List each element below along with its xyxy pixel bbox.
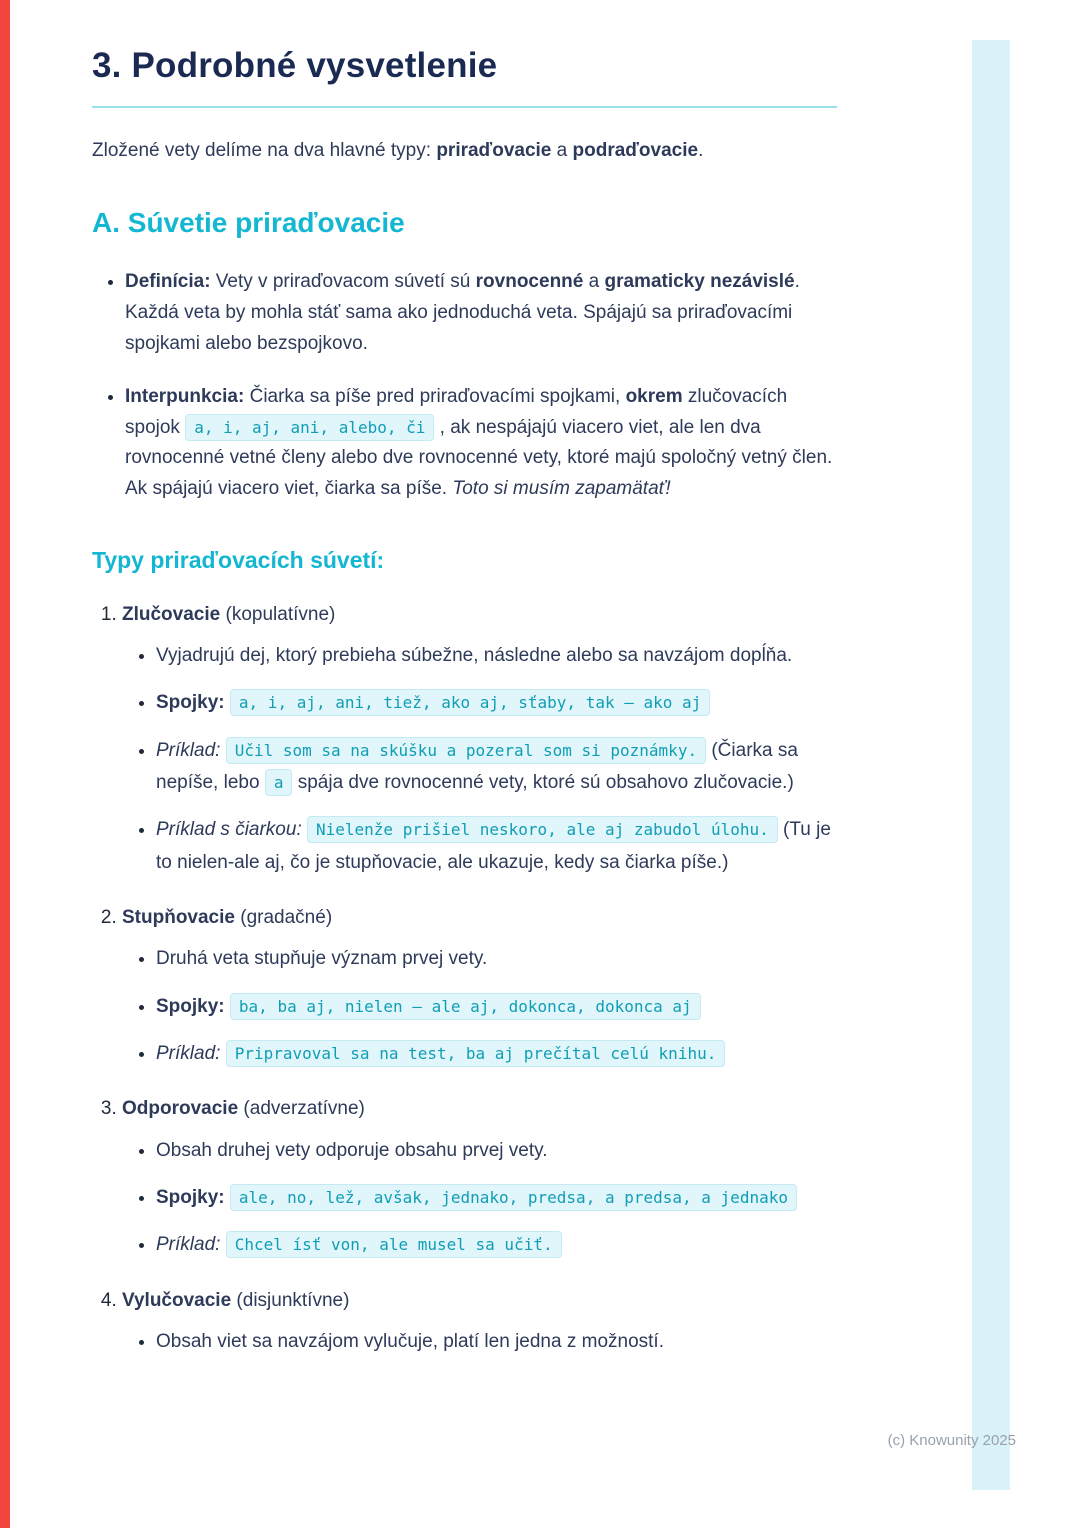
type-bullet-spojky: • Spojky: ba, ba aj, nielen – ale aj, dokonca, dokonca aj	[156, 991, 837, 1023]
type-item-vylucovacie	[122, 1286, 837, 1359]
document-content	[92, 46, 837, 1382]
type-bullet: • Obsah viet sa navzájom vylučuje, platí len jedna z možností.	[156, 1326, 837, 1358]
type-bullets	[122, 1135, 837, 1262]
type-bullet-priklad: • Príklad: Učil som sa na skúšku a pozeral som si poznámky. (Čiarka sa nepíše, lebo a spája dve rovnocenné vety, ktoré sú obsahovo zlučovacie.)	[156, 735, 837, 800]
types-list	[92, 600, 837, 1358]
type-item-zlucovacie	[122, 600, 837, 879]
type-bullets	[122, 943, 837, 1070]
left-red-stripe	[0, 0, 10, 1528]
title-underline	[92, 106, 837, 108]
type-title: Stupňovacie (gradačné)	[122, 906, 333, 928]
type-bullet: • Druhá veta stupňuje význam prvej vety.	[156, 943, 837, 975]
types-heading: Typy priraďovacích súvetí:	[92, 546, 385, 573]
type-title: Odporovacie (adverzatívne)	[122, 1098, 365, 1120]
type-bullet-priklad: • Príklad: Pripravoval sa na test, ba aj prečítal celú knihu.	[156, 1038, 837, 1070]
interpunkcia-bullet: • Interpunkcia: Čiarka sa píše pred priraďovacími spojkami, okrem zlučovacích spojok a, i, aj, ani, alebo, či , ak nespájajú viacero viet, ale len dva rovnocenné vetné členy alebo dve rovnocenné vety, ktoré majú spoločný vetný člen. Ak spájajú viacero viet, čiarka sa píše. Toto si musím zapamätať!	[125, 382, 837, 505]
copyright-footer: (c) Knowunity 2025	[887, 1432, 1016, 1449]
definicia-bullet: • Definícia: Vety v priraďovacom súvetí sú rovnocenné a gramaticky nezávislé. Každá veta by mohla stáť sama ako jednoduchá veta. Spájajú sa priraďovacími spojkami alebo bezspojkovo.	[125, 267, 837, 359]
type-bullet: • Vyjadrujú dej, ktorý prebieha súbežne, následne alebo sa navzájom dopĺňa.	[156, 640, 837, 672]
type-title: Vylučovacie (disjunktívne)	[122, 1289, 350, 1311]
type-bullet-spojky: • Spojky: a, i, aj, ani, tiež, ako aj, sťaby, tak – ako aj	[156, 687, 837, 719]
section-a-list	[92, 267, 837, 504]
type-bullets	[122, 1326, 837, 1358]
type-bullet-priklad-s-ciarkou: • Príklad s čiarkou: Nielenže prišiel neskoro, ale aj zabudol úlohu. (Tu je to nielen-ale aj, čo je stupňovacie, ale ukazuje, kedy sa čiarka píše.)	[156, 814, 837, 879]
type-item-stupnovacie	[122, 903, 837, 1070]
type-item-odporovacie	[122, 1094, 837, 1261]
type-bullets	[122, 640, 837, 879]
type-bullet-priklad: • Príklad: Chcel ísť von, ale musel sa učiť.	[156, 1229, 837, 1261]
section-a-heading: A. Súvetie priraďovacie	[92, 207, 405, 239]
page-title: 3. Podrobné vysvetlenie	[92, 46, 498, 85]
type-bullet: • Obsah druhej vety odporuje obsahu prvej vety.	[156, 1135, 837, 1167]
intro-paragraph: Zložené vety delíme na dva hlavné typy: priraďovacie a podraďovacie.	[92, 140, 704, 161]
type-title: Zlučovacie (kopulatívne)	[122, 603, 336, 625]
type-bullet-spojky: • Spojky: ale, no, lež, avšak, jednako, predsa, a predsa, a jednako	[156, 1182, 837, 1214]
right-cyan-stripe	[972, 40, 1010, 1490]
